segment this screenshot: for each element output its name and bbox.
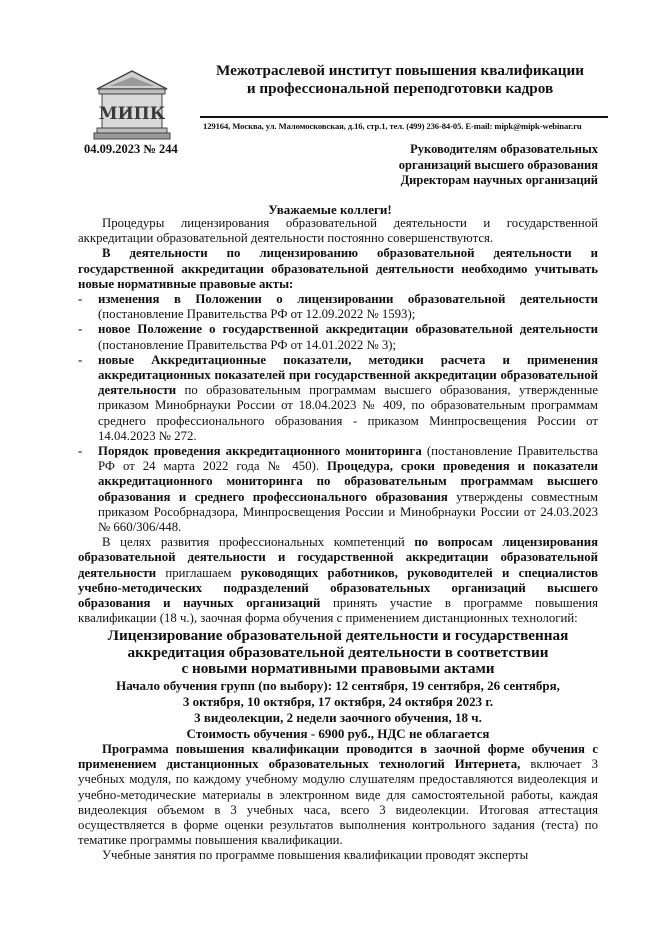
header-divider [200,116,608,118]
list-item [78,292,598,322]
svg-text:МИПК: МИПК [98,104,166,124]
new-acts-text: В деятельности по лицензированию образовательной деятельности и государственной аккредитации образовательной деятельности необходимо учитывать новые нормативные правовые акты: [78,246,598,291]
paragraph-intro: Процедуры лицензирования образовательной деятельности и государственной аккредитации образовательной деятельности постоянно совершенствуются. [78,216,598,246]
program-title-line: с новыми нормативными правовыми актами [181,660,495,678]
list-item [78,353,598,444]
paragraph-invitation [78,535,598,626]
paragraph-program-description [78,742,598,848]
program-title-line: аккредитация образовательной деятельности в соответствии [127,643,549,661]
list-dash: - [78,322,83,337]
program-title-line: Лицензирование образовательной деятельности и государственная [107,627,569,645]
list-item [78,322,598,352]
recipient-line: Руководителям образовательных [410,142,598,156]
list-item-bold: Процедура, сроки проведения и показатели аккредитационного мониторинга по образовательным программам высшего образования и среднего профессионального образования [98,459,599,504]
paragraph-new-acts [78,246,598,292]
greeting: Уважаемые коллеги! [268,202,392,217]
list-item [78,444,598,535]
schedule-start-dates: Начало обучения групп (по выбору): 12 сентября, 19 сентября, 26 сентября, [116,677,560,693]
recipient-line: Директорам научных организаций [400,173,598,187]
document-date-number: 04.09.2023 № 244 [84,142,178,156]
list-item-bold: Порядок проведения аккредитационного мониторинга [98,444,422,459]
list-item-text: (постановление Правительства РФ от 12.09.2022 № 1593); [98,307,416,322]
org-name-line1: Межотраслевой институт повышения квалификации [215,62,585,79]
org-name-line2: и профессиональной переподготовки кадров [246,80,554,97]
list-dash: - [78,444,83,459]
program-description-bold: Программа повышения квалификации проводится в заочной форме обучения с применением дистанционных образовательных технологий Интернета, [78,741,598,772]
list-item-bold: новые Аккредитационные показатели, методики расчета и применения аккредитационных показателей при государственной аккредитации образовательной деятельности [98,352,598,398]
recipients-block [380,142,598,189]
invitation-topic: по вопросам лицензирования образовательной деятельности и государственной аккредитации образовательной деятельности [78,535,598,580]
acts-list [78,292,598,535]
program-schedule [78,678,598,742]
institute-logo [93,67,171,143]
list-item-text: утверждены совместным приказом Рособрнадзора, Минпросвещения России и Минобрнауки России от 24.03.2023 № 660/306/448. [98,489,599,535]
list-item-bold: изменения в Положении о лицензировании образовательной деятельности [98,292,598,307]
list-dash: - [78,292,83,307]
org-address: 129164, Москва, ул. Маломосковская, д.16, стр.1, тел. (499) 236-84-05. E-mail: mipk@mipk-webinar.ru [203,121,582,131]
invitation-audience: руководящих работников, руководителей и специалистов учебно-методических подразделений образовательных организаций высшего образования и научных организаций [78,565,599,611]
invitation-text: приглашаем [165,565,232,580]
invitation-text: принять участие в программе повышения квалификации (18 ч.), заочная форма обучения с применением дистанционных технологий: [78,596,599,626]
schedule-price: Стоимость обучения - 6900 руб., НДС не облагается [186,725,490,741]
recipient-line: организаций высшего образования [398,157,598,172]
list-item-text: (постановление Правительства РФ от 24 марта 2022 года № 450). [98,444,599,474]
list-item-text: по образовательным программам высшего образования, утвержденные приказом Минобрнауки России от 18.04.2023 № 409, по образовательным программам среднего профессионального образования - приказом Минпросвещения России от 14.04.2023 № 272. [98,383,598,443]
program-title [78,628,598,678]
program-description-text: включает 3 учебных модуля, по каждому учебному модулю слушателям предоставляются видеолекция и учебно-методические материалы в электронном виде для самостоятельной работы, каждая видеолекция объемом в 3 учебных часа, всего 3 видеолекции. Итоговая аттестация осуществляется в форме оценки результатов выполнения контрольного задания (теста) по тематике программы повышения квалификации. [78,757,598,848]
invitation-text: В целях развития профессиональных компетенций [102,535,405,550]
list-item-bold: новое Положение о государственной аккредитации образовательной деятельности [98,322,598,337]
schedule-format: 3 видеолекции, 2 недели заочного обучения, 18 ч. [194,709,482,725]
list-dash: - [78,352,83,367]
list-item-text: (постановление Правительства РФ от 14.01.2022 № 3); [98,337,397,352]
letter-body [78,216,598,864]
schedule-start-dates: 3 октября, 10 октября, 17 октября, 24 октября 2023 г. [182,693,494,709]
paragraph-experts: Учебные занятия по программе повышения квалификации проводят эксперты [102,848,529,863]
organization-name [200,62,600,98]
